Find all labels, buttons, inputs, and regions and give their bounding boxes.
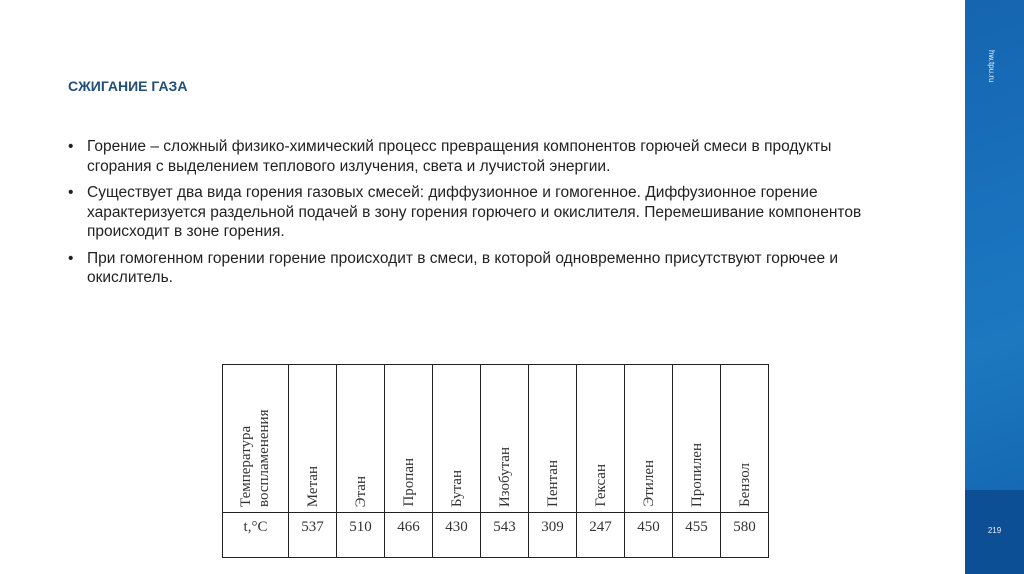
value-cell: t,°C xyxy=(223,513,289,558)
header-cell-label: Этан xyxy=(352,475,369,507)
bullet-item: • При гомогенном горении горение происходит в смеси, в которой одновременно присутствуют горючее и окислитель. xyxy=(68,249,888,288)
header-cell-label: Этилен xyxy=(640,460,657,507)
header-cell xyxy=(337,365,385,513)
value-cell: 247 xyxy=(577,513,625,558)
value-cell: 309 xyxy=(529,513,577,558)
table-header-row xyxy=(223,365,769,513)
header-cell xyxy=(673,365,721,513)
header-cell-label: Бутан xyxy=(448,469,465,507)
value-cell: 430 xyxy=(433,513,481,558)
decorative-sidebar xyxy=(965,0,1024,574)
header-cell xyxy=(721,365,769,513)
site-url: hw.tpu.ru xyxy=(987,50,996,83)
bullet-item: • Горение – сложный физико-химический процесс превращения компонентов горючей смеси в продукты сгорания с выделением теплового излучения, света и лучистой энергии. xyxy=(68,137,888,176)
ignition-temperature-table xyxy=(222,364,769,558)
header-cell-label: Температура воспламенения xyxy=(237,409,272,507)
page-number: 219 xyxy=(987,526,1002,535)
header-cell-label: Пропилен xyxy=(688,442,705,507)
header-cell xyxy=(433,365,481,513)
header-cell-label: Пропан xyxy=(400,458,417,507)
value-cell: 450 xyxy=(625,513,673,558)
header-cell-label: Метан xyxy=(304,465,321,507)
header-cell xyxy=(529,365,577,513)
value-cell: 543 xyxy=(481,513,529,558)
header-cell-label: Изобутан xyxy=(496,446,513,507)
bullet-list xyxy=(68,137,888,295)
value-cell: 466 xyxy=(385,513,433,558)
table-row xyxy=(223,513,769,558)
value-cell: 510 xyxy=(337,513,385,558)
value-cell: 537 xyxy=(289,513,337,558)
header-cell xyxy=(223,365,289,513)
header-cell xyxy=(577,365,625,513)
header-cell xyxy=(625,365,673,513)
value-cell: 455 xyxy=(673,513,721,558)
slide-title: СЖИГАНИЕ ГАЗА xyxy=(68,78,188,94)
bullet-item: • Существует два вида горения газовых смесей: диффузионное и гомогенное. Диффузионное горение характеризуется раздельной подачей в зону горения горючего и окислителя. Перемешивание компонентов происходит в зоне горения. xyxy=(68,183,888,242)
header-cell-label: Бензол xyxy=(736,463,753,507)
header-cell xyxy=(289,365,337,513)
header-cell xyxy=(481,365,529,513)
header-cell-label: Пентан xyxy=(544,460,561,507)
value-cell: 580 xyxy=(721,513,769,558)
header-cell xyxy=(385,365,433,513)
header-cell-label: Гексан xyxy=(592,464,609,507)
